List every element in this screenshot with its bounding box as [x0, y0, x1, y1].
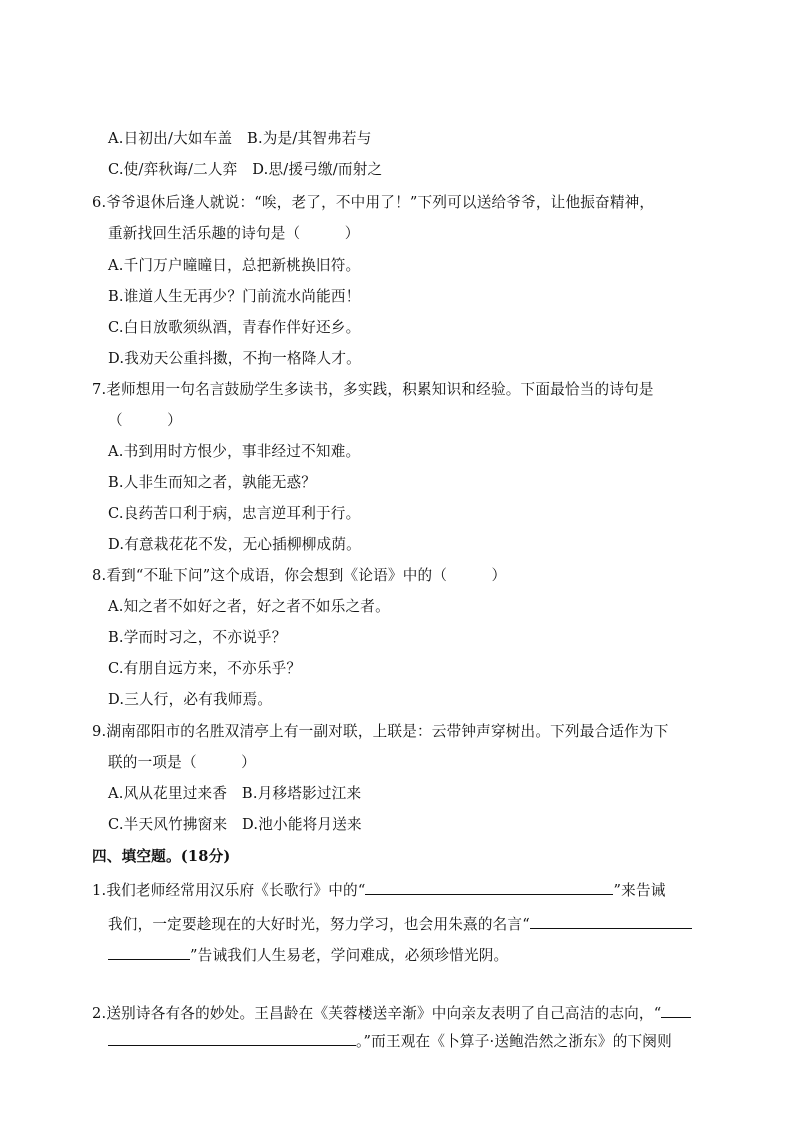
- q6-option-c: C.白日放歌须纵酒，青春作伴好还乡。: [108, 319, 361, 336]
- q6-option-b: B.谁道人生无再少？门前流水尚能西！: [108, 288, 361, 305]
- q9-stem-line-1: 9.湖南邵阳市的名胜双清亭上有一副对联，上联是：云带钟声穿树出。下列最合适作为下: [92, 723, 669, 740]
- q8-stem: 8.看到“不耻下问”这个成语，你会想到《论语》中的（ ）: [92, 567, 507, 584]
- q8-option-b: B.学而时习之，不亦说乎？: [108, 629, 287, 646]
- q9-options-ab: A.风从花里过来香 B.月移塔影过江来: [108, 785, 362, 802]
- q7-option-a: A.书到用时方恨少，事非经过不知难。: [108, 443, 361, 460]
- q8-option-d: D.三人行，必有我师焉。: [108, 691, 273, 708]
- q8-option-a: A.知之者不如好之者，好之者不如乐之者。: [108, 598, 390, 615]
- q7-stem-line-1: 7.老师想用一句名言鼓励学生多读书，多实践，积累知识和经验。下面最恰当的诗句是: [92, 381, 654, 398]
- fill-2-line-2: [108, 1030, 672, 1052]
- fill-2-text-1: 2.送别诗各有各的妙处。王昌龄在《芙蓉楼送辛渐》中向亲友表明了自己高洁的志向，“: [92, 1005, 662, 1022]
- section-4-heading: 四、填空题。(18分): [92, 848, 231, 865]
- q6-option-d: D.我劝天公重抖擞，不拘一格降人才。: [108, 350, 361, 367]
- prev-options-line-1: A.日初出/大如车盖 B.为是/其智弗若与: [108, 130, 372, 147]
- fill-1-blank-1[interactable]: [365, 879, 613, 895]
- q7-option-b: B.人非生而知之者，孰能无惑？: [108, 474, 317, 491]
- fill-2-line-1: [92, 1002, 691, 1024]
- q6-option-a: A.千门万户曈曈日，总把新桃换旧符。: [108, 257, 361, 274]
- fill-1-text-2: ”来告诫: [613, 882, 666, 899]
- fill-1-blank-2a[interactable]: [530, 913, 692, 929]
- fill-1-blank-2b[interactable]: [108, 944, 190, 960]
- q7-stem-line-2: （ ）: [108, 412, 182, 429]
- fill-1-line-1: [92, 879, 666, 901]
- q6-stem-line-1: 6.爷爷退休后逢人就说：“唉，老了，不中用了！”下列可以送给爷爷，让他振奋精神，: [92, 194, 655, 211]
- q6-stem-line-2: 重新找回生活乐趣的诗句是（ ）: [108, 225, 360, 242]
- fill-2-blank-1b[interactable]: [108, 1030, 356, 1046]
- q7-option-c: C.良药苦口利于病，忠言逆耳利于行。: [108, 505, 361, 522]
- fill-2-text-2: 。”而王观在《卜算子·送鲍浩然之浙东》的下阕则: [356, 1033, 672, 1050]
- prev-options-line-2: C.使/弈秋诲/二人弈 D.思/援弓缴/而射之: [108, 161, 383, 178]
- q9-stem-line-2: 联的一项是（ ）: [108, 754, 256, 771]
- fill-1-text-1: 1.我们老师经常用汉乐府《长歌行》中的“: [92, 882, 366, 899]
- q9-options-cd: C.半天风竹拂窗来 D.池小能将月送来: [108, 816, 362, 833]
- fill-1-line-3: [108, 944, 508, 966]
- fill-1-line-2: [108, 913, 692, 935]
- fill-1-text-4: ”告诫我们人生易老，学问难成，必须珍惜光阴。: [190, 947, 509, 964]
- fill-2-blank-1a[interactable]: [661, 1002, 691, 1018]
- q8-option-c: C.有朋自远方来，不亦乐乎？: [108, 660, 302, 677]
- fill-1-text-3: 我们，一定要趁现在的大好时光，努力学习，也会用朱熹的名言“: [108, 916, 530, 933]
- q7-option-d: D.有意栽花花不发，无心插柳柳成荫。: [108, 536, 361, 553]
